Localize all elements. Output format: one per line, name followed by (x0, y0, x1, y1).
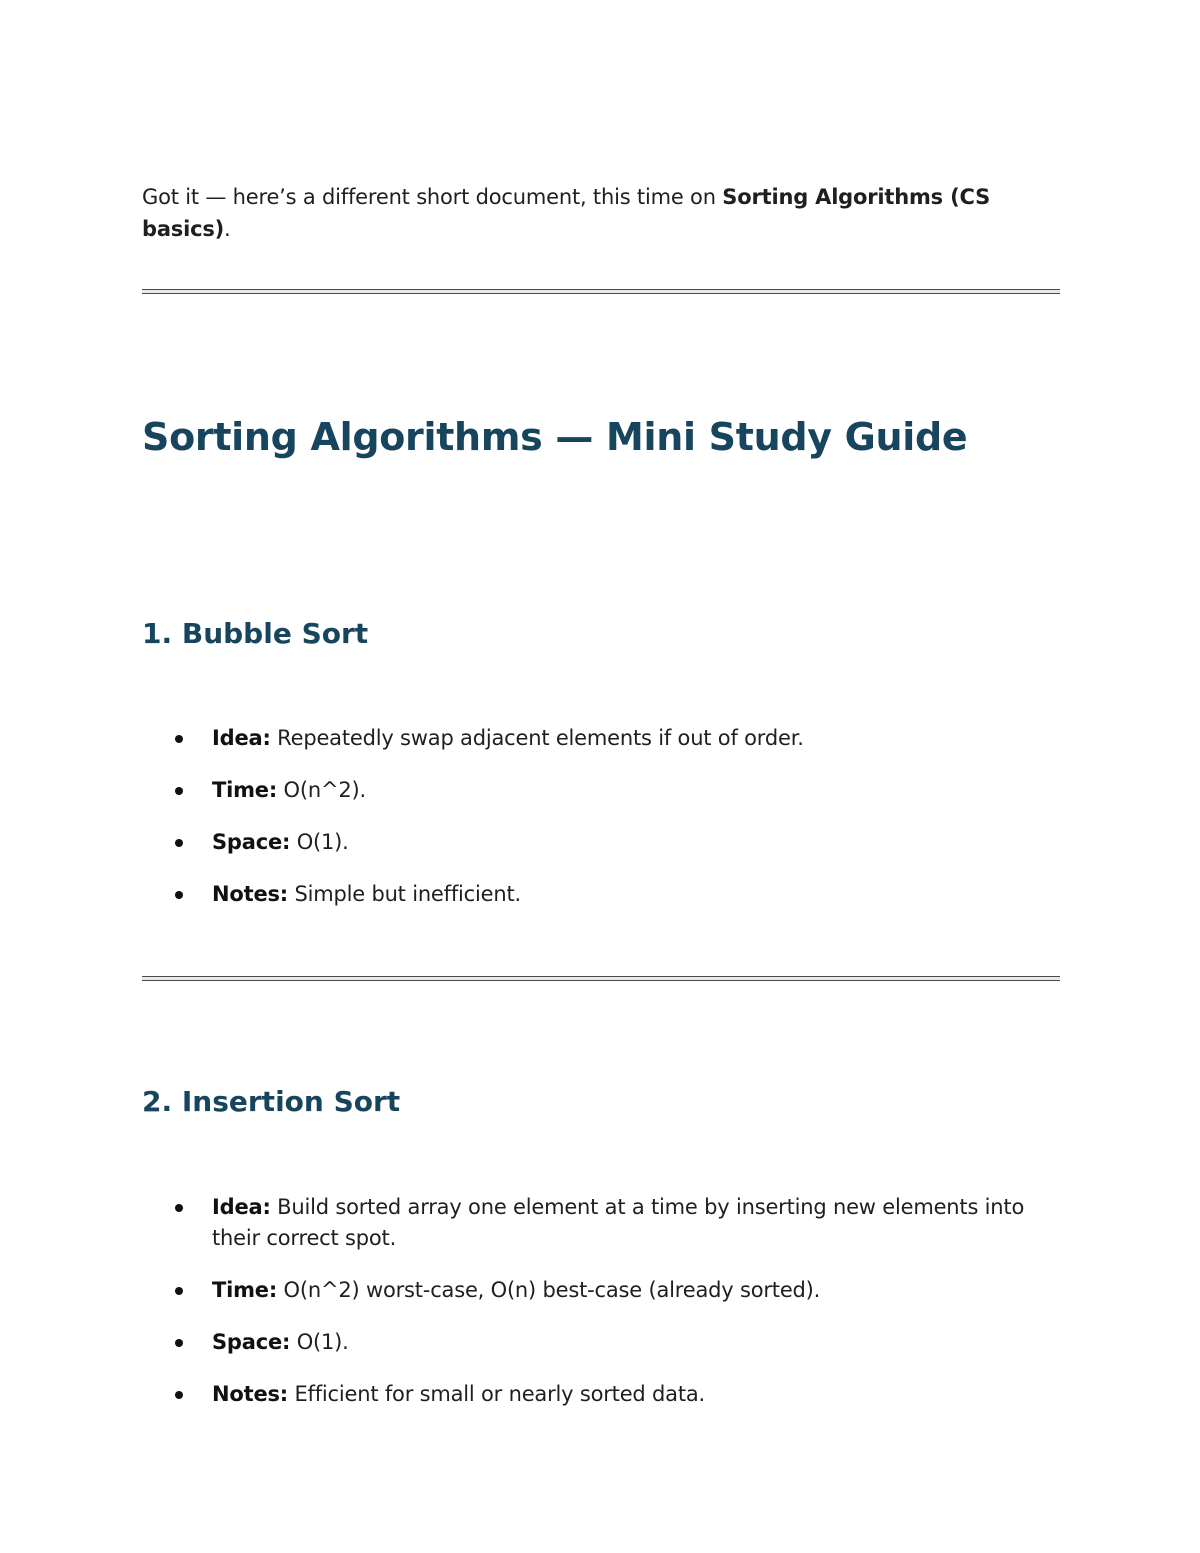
list-item (142, 1327, 1060, 1358)
item-label: Notes: (212, 1382, 288, 1406)
horizontal-rule (142, 289, 1060, 294)
item-text: Simple but inefficient. (287, 882, 521, 906)
item-label: Notes: (212, 882, 288, 906)
list-item (142, 1379, 1060, 1410)
list-item (142, 723, 1060, 754)
intro-topic: Sorting Algorithms (CS basics) (142, 185, 991, 241)
insertion-sort-list (142, 1192, 1060, 1431)
bullet-icon (175, 1287, 183, 1295)
item-label: Time: (212, 778, 278, 802)
item-text: Efficient for small or nearly sorted data. (287, 1382, 706, 1406)
bullet-icon (175, 839, 183, 847)
bullet-icon (175, 1339, 183, 1347)
item-text: O(1). (290, 1330, 349, 1354)
item-text: O(1). (290, 830, 349, 854)
item-label: Time: (212, 1278, 278, 1302)
bullet-icon (175, 787, 183, 795)
list-item (142, 827, 1060, 858)
section-heading-insertion-sort: 2. Insertion Sort (142, 1085, 401, 1118)
list-item (142, 879, 1060, 910)
intro-prefix: Got it — here’s a different short document, this time on (142, 185, 723, 209)
item-label: Space: (212, 830, 291, 854)
list-item (142, 1275, 1060, 1306)
page-title: Sorting Algorithms — Mini Study Guide (142, 415, 968, 459)
item-text: Repeatedly swap adjacent elements if out of order. (270, 726, 804, 750)
horizontal-rule (142, 976, 1060, 981)
item-label: Idea: (212, 1195, 271, 1219)
item-text: O(n^2) worst-case, O(n) best-case (already sorted). (277, 1278, 821, 1302)
list-item (142, 1192, 1060, 1254)
item-label: Idea: (212, 726, 271, 750)
section-heading-bubble-sort: 1. Bubble Sort (142, 617, 369, 650)
bullet-icon (175, 735, 183, 743)
bullet-icon (175, 891, 183, 899)
item-label: Space: (212, 1330, 291, 1354)
bubble-sort-list (142, 723, 1060, 931)
item-text: O(n^2). (277, 778, 366, 802)
list-item (142, 775, 1060, 806)
bullet-icon (175, 1391, 183, 1399)
item-text: Build sorted array one element at a time by inserting new elements into their correct spot. (212, 1195, 1025, 1250)
intro-paragraph (142, 181, 1060, 245)
intro-suffix: . (224, 217, 231, 241)
bullet-icon (175, 1204, 183, 1212)
